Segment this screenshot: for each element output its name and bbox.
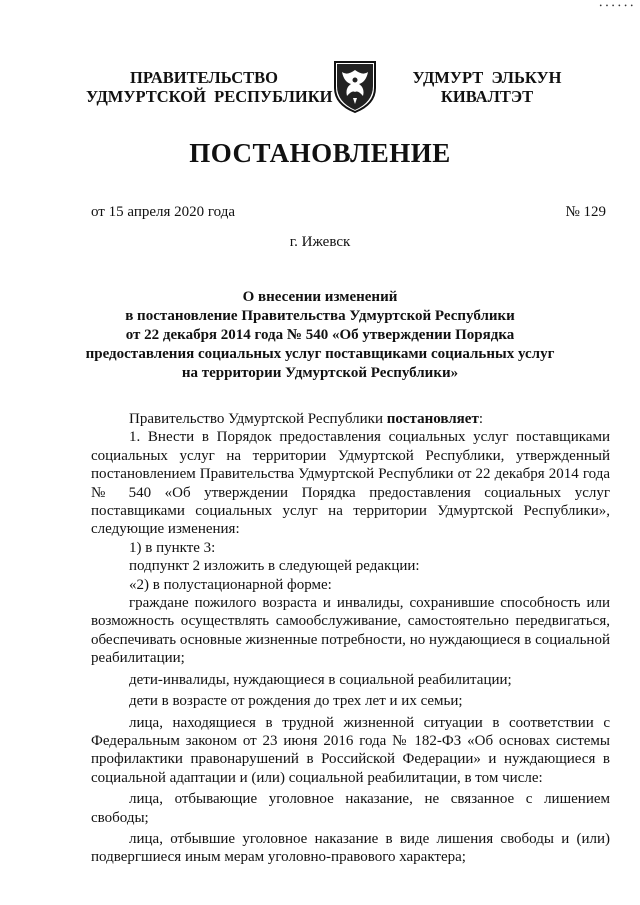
body-paragraph: дети в возрасте от рождения до трех лет и их семьи; [129,693,463,710]
intro-keyword: постановляет [386,411,479,427]
intro-paragraph [91,410,610,428]
body-paragraph: граждане пожилого возраста и инвалиды, сохранившие способность или возможность осуществлять самообслуживание, самостоятельно передвигаться, обеспечивать основные жизненные потребности, но нуждающиеся в социальной реабилитации; [91,595,610,667]
subject-line: О внесении изменений [242,289,398,305]
body-paragraph: дети-инвалиды, нуждающиеся в социальной реабилитации; [129,671,512,688]
document-number: № 129 [565,204,606,220]
body-paragraph: «2) в полустационарной форме: [129,576,332,593]
body-paragraph: подпункт 2 изложить в следующей редакции: [129,558,420,575]
body-paragraph: лица, отбывающие уголовное наказание, не связанное с лишением свободы; [91,791,610,826]
udmurt-coat-of-arms-icon [331,58,379,114]
body-paragraph: лица, находящиеся в трудной жизненной ситуации в соответствии с Федеральным законом от 23 июня 2016 года № 182-ФЗ «Об основах системы профилактики правонарушений в Российской Федерации» и нуждающиеся в социальной адаптации и (или) социальной реабилитации, в том числе: [91,714,610,786]
intro-text: Правительство Удмуртской Республики [129,411,387,427]
subject-line: от 22 декабря 2014 года № 540 «Об утверждении Порядка [125,327,515,343]
header-government-udm: УДМУРТ ЭЛЬКУН КИВАЛТЭТ [412,68,562,106]
document-city: г. Ижевск [289,234,351,250]
body-paragraph: 1. Внести в Порядок предоставления социальных услуг поставщиками социальных услуг на территории Удмуртской Республики, утвержденный постановлением Правительства Удмуртской Республики от 22 декабря 2014 года № 540 «Об утверждении Порядка предоставления социальных услуг поставщиками социальных услуг на территории Удмуртской Республики», следующие изменения: [91,429,610,538]
document-subject [60,288,580,383]
body-paragraph: 1) в пункте 3: [129,539,216,556]
subject-line: в постановление Правительства Удмуртской Республики [125,308,515,324]
body-paragraph: лица, отбывшие уголовное наказание в виде лишения свободы и (или) подвергшиеся иным мерам уголовно-правового характера; [91,830,610,866]
header-government-ru: ПРАВИТЕЛЬСТВО УДМУРТСКОЙ РЕСПУБЛИКИ [86,68,333,106]
subject-line: предоставления социальных услуг поставщиками социальных услуг [85,346,555,362]
document-body [91,410,610,867]
document-date: от 15 апреля 2020 года [91,204,236,220]
scan-corner-mark: • • • • • • [599,2,634,10]
subject-line: на территории Удмуртской Республики» [181,365,459,381]
document-title: ПОСТАНОВЛЕНИЕ [189,138,451,168]
intro-colon: : [478,411,483,427]
